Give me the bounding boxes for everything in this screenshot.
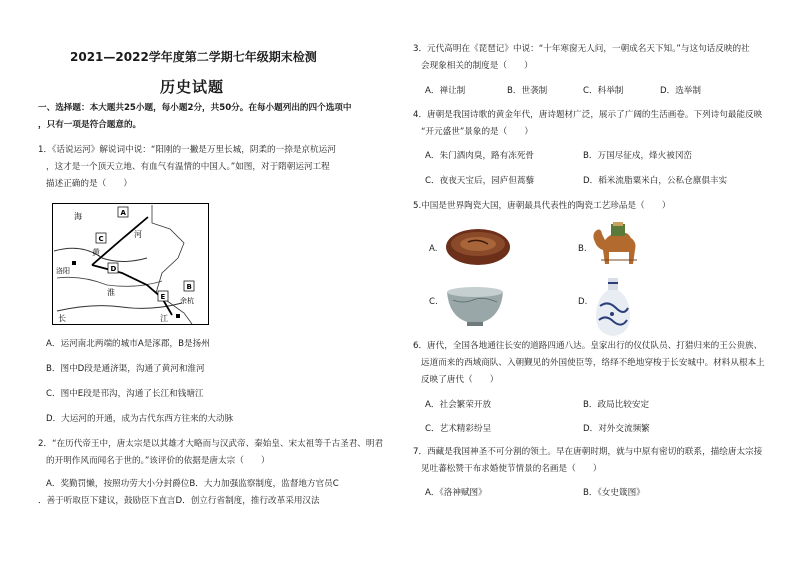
q3-option-c[interactable]: C．科举制 — [583, 86, 624, 96]
map-label-hai: 海 — [74, 212, 82, 221]
q5-option-a-label[interactable]: A. — [429, 244, 438, 254]
map-label-luoyang: 洛阳 — [56, 267, 70, 275]
q6-stem-line3: 反映了唐代（ ） — [421, 375, 499, 385]
porcelain-bowl-image — [443, 284, 507, 328]
q4-stem-line2: “开元盛世”景象的是（ ） — [421, 127, 534, 137]
q4-option-d[interactable]: D．稻米流脂粟米白，公私仓廪俱丰实 — [583, 176, 728, 186]
q6-option-b[interactable]: B．政局比较安定 — [583, 400, 650, 410]
q4-option-c[interactable]: C．夜夜天宝后，园庐但蒿藜 — [425, 176, 535, 186]
map-label-he: 河 — [134, 230, 142, 239]
q2-stem-line1: 2．“在历代帝王中，唐太宗是以其雄才大略而与汉武帝、秦始皇、宋太祖等千古圣君、明君 — [38, 439, 384, 449]
q6-option-c[interactable]: C．艺术精彩纷呈 — [425, 424, 492, 434]
subject-title: 历史试题 — [160, 78, 225, 96]
map-label-chang: 长 — [58, 314, 66, 323]
q6-stem-line2: 远道而来的西域商队、入朝觐见的外国使臣等，络绎不绝地穿梭于长安城中。材料从根本上 — [421, 358, 765, 368]
q5-option-b-label[interactable]: B. — [578, 244, 587, 254]
q4-option-b[interactable]: B．万国尽征戍，烽火被冈峦 — [583, 151, 693, 161]
q3-stem-line2: 会现象相关的制度是（ ） — [421, 61, 533, 71]
q1-option-b[interactable]: B．图中D段是通济渠，沟通了黄河和淮河 — [46, 364, 205, 374]
q7-stem-line1: 7．西藏是我国神圣不可分割的领土。早在唐朝时期，就与中原有密切的联系，描绘唐太宗接 — [413, 447, 763, 457]
exam-title: 2021—2022学年度第二学期七年级期末检测 — [70, 50, 317, 64]
q7-option-a[interactable]: A．《洛神赋图》 — [425, 488, 487, 498]
q6-option-d[interactable]: D．对外交流频繁 — [583, 424, 650, 434]
map-label-jiang: 江 — [160, 314, 168, 323]
map-marker-e: E — [160, 293, 166, 301]
q2-option-line1[interactable]: A．奖勤罚懒，按照功劳大小分封爵位B．大力加强监察制度，监督地方官员C — [46, 479, 339, 489]
map-marker-a: A — [120, 209, 126, 217]
blue-white-vase-image — [592, 276, 634, 338]
map-label-huai: 淮 — [107, 288, 115, 297]
q1-option-c[interactable]: C．图中E段是邗沟，沟通了长江和钱塘江 — [46, 389, 204, 399]
map-marker-c: C — [98, 235, 104, 243]
q2-option-line2[interactable]: ．善于听取臣下建议，鼓励臣下直言D．创立行省制度，推行改革采用汉法 — [38, 496, 320, 506]
section-instructions-line1: 一、选择题：本大题共25小题，每小题2分，共50分。在每小题列出的四个选项中 — [38, 103, 352, 113]
section-instructions-line2: ，只有一项是符合题意的。 — [38, 120, 142, 130]
q5-stem: 5.中国是世界陶瓷大国，唐朝最具代表性的陶瓷工艺珍品是（ ） — [413, 201, 671, 211]
q6-stem-line1: 6．唐代，全国各地通往长安的道路四通八达。皇家出行的仪仗队员、打猎归来的王公贵族、 — [413, 341, 763, 351]
map-label-yuhang: 余杭 — [180, 297, 194, 305]
q1-option-d[interactable]: D．大运河的开通，成为古代东西方往来的大动脉 — [46, 414, 234, 424]
q1-stem-line2: ，这才是一个顶天立地、有血气有温情的中国人。”如图，对于隋朝运河工程 — [46, 162, 330, 172]
map-marker-b: B — [186, 283, 192, 291]
q3-option-b[interactable]: B．世袭制 — [507, 86, 548, 96]
map-marker-d: D — [110, 265, 117, 273]
bowl-image — [443, 222, 513, 272]
q1-option-a[interactable]: A．运河南北两端的城市A是涿郡，B是扬州 — [46, 339, 210, 349]
q2-stem-line2: 的开明作风而闻名于世的。”该评价的依据是唐太宗（ ） — [46, 456, 270, 466]
q3-option-d[interactable]: D．选举制 — [660, 86, 701, 96]
grand-canal-map — [52, 203, 209, 325]
q3-stem-line1: 3．元代高明在《琵琶记》中说：“十年寒窗无人问，一朝成名天下知。”与这句话反映的社 — [413, 44, 750, 54]
q7-stem-line2: 见吐蕃松赞干布求婚使节情景的名画是（ ） — [421, 464, 602, 474]
q5-option-d-label[interactable]: D. — [578, 297, 588, 307]
q6-option-a[interactable]: A．社会繁荣开放 — [425, 400, 492, 410]
q4-stem-line1: 4．唐朝是我国诗歌的黄金年代，唐诗题材广泛，展示了广阔的生活画卷。下列诗句最能反映 — [413, 110, 763, 120]
camel-figurine-image — [587, 220, 643, 272]
q1-stem-line1: 1．《话说运河》解说词中说：“阳刚的一撇是万里长城，阴柔的一捺是京杭运河 — [38, 145, 336, 155]
map-label-huang: 黄 — [92, 248, 100, 257]
q4-option-a[interactable]: A．朱门酒肉臭，路有冻死骨 — [425, 151, 535, 161]
q1-stem-line3: 描述正确的是（ ） — [46, 179, 132, 189]
q5-option-c-label[interactable]: C. — [429, 297, 438, 307]
q7-option-b[interactable]: B．《女史箴图》 — [583, 488, 645, 498]
q3-option-a[interactable]: A．禅让制 — [425, 86, 466, 96]
